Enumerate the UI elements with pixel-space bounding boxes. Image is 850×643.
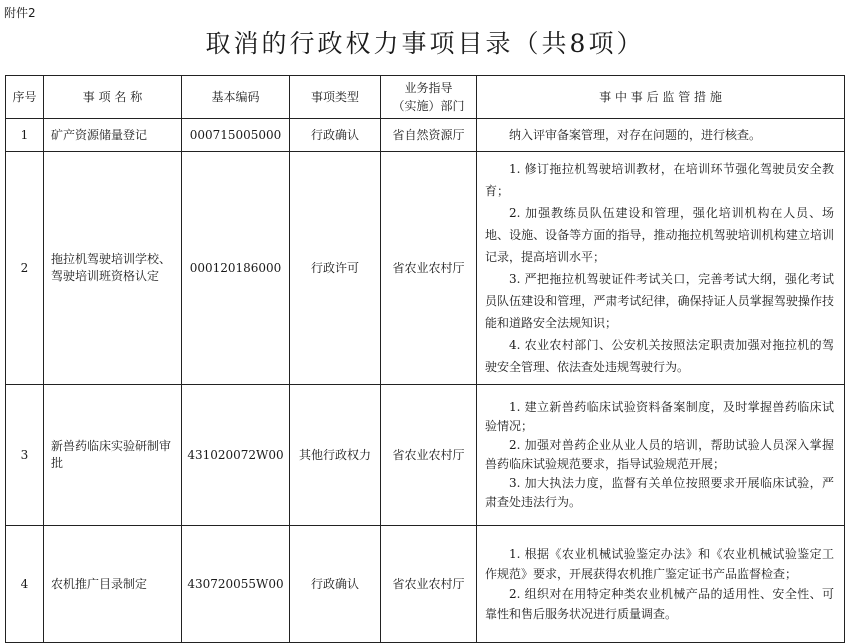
header-name: 事 项 名 称: [44, 76, 182, 119]
row-code: 430720055W00: [182, 526, 290, 643]
table-row: [6, 152, 845, 385]
measure-item: 1. 修订拖拉机驾驶培训教材，在培训环节强化驾驶员安全教育；: [485, 162, 834, 198]
table-row: [6, 526, 845, 643]
header-no: 序号: [6, 76, 44, 119]
header-dept: 业务指导 （实施）部门: [381, 76, 477, 119]
row-measures: [477, 119, 845, 152]
header-code: 基本编码: [182, 76, 290, 119]
measure-item: 纳入评审备案管理，对存在问题的，进行核查。: [509, 127, 762, 142]
catalog-table: [5, 75, 845, 643]
row-type: 其他行政权力: [290, 385, 381, 526]
row-no: 1: [6, 119, 44, 152]
row-name: 拖拉机驾驶培训学校、驾驶培训班资格认定: [44, 152, 182, 385]
row-code: 431020072W00: [182, 385, 290, 526]
row-type: 行政许可: [290, 152, 381, 385]
header-type: 事项类型: [290, 76, 381, 119]
row-measures: [477, 526, 845, 643]
attachment-label: 附件2: [4, 6, 36, 20]
measure-item: 2. 组织对在用特定种类农业机械产品的适用性、安全性、可靠性和售后服务状况进行质量调查。: [485, 587, 834, 621]
row-name: 矿产资源储量登记: [44, 119, 182, 152]
table-header-row: [6, 76, 845, 119]
row-measures: [477, 385, 845, 526]
row-dept: 省农业农村厅: [381, 152, 477, 385]
row-no: 2: [6, 152, 44, 385]
page-title: 取消的行政权力事项目录（共8项）: [205, 29, 645, 58]
measure-item: 2. 加强对兽药企业从业人员的培训，帮助试验人员深入掌握兽药临床试验规范要求，指导试验规范开展；: [485, 438, 834, 471]
measure-item: 1. 根据《农业机械试验鉴定办法》和《农业机械试验鉴定工作规范》要求，开展获得农机推广鉴定证书产品监督检查；: [485, 547, 834, 581]
row-dept: 省农业农村厅: [381, 385, 477, 526]
row-name: 新兽药临床实验研制审批: [44, 385, 182, 526]
row-no: 3: [6, 385, 44, 526]
row-code: 000120186000: [182, 152, 290, 385]
measure-item: 3. 严把拖拉机驾驶证件考试关口，完善考试大纲，强化考试员队伍建设和管理，严肃考试纪律，确保持证人员掌握驾驶操作技能和道路安全法规知识；: [485, 272, 834, 330]
row-dept: 省农业农村厅: [381, 526, 477, 643]
table-row: [6, 119, 845, 152]
table-row: [6, 385, 845, 526]
measure-item: 4. 农业农村部门、公安机关按照法定职责加强对拖拉机的驾驶安全管理、依法查处违规驾驶行为。: [485, 338, 834, 374]
row-code: 000715005000: [182, 119, 290, 152]
row-name: 农机推广目录制定: [44, 526, 182, 643]
measure-item: 1. 建立新兽药临床试验资料备案制度，及时掌握兽药临床试验情况；: [485, 400, 834, 433]
header-measures: 事 中 事 后 监 管 措 施: [477, 76, 845, 119]
row-no: 4: [6, 526, 44, 643]
measure-item: 3. 加大执法力度，监督有关单位按照要求开展临床试验，严肃查处违法行为。: [485, 476, 834, 509]
row-dept: 省自然资源厅: [381, 119, 477, 152]
row-measures: [477, 152, 845, 385]
row-type: 行政确认: [290, 119, 381, 152]
measure-item: 2. 加强教练员队伍建设和管理，强化培训机构在人员、场地、设施、设备等方面的指导，推动拖拉机驾驶培训机构建立培训记录，提高培训水平；: [485, 206, 834, 264]
row-type: 行政确认: [290, 526, 381, 643]
